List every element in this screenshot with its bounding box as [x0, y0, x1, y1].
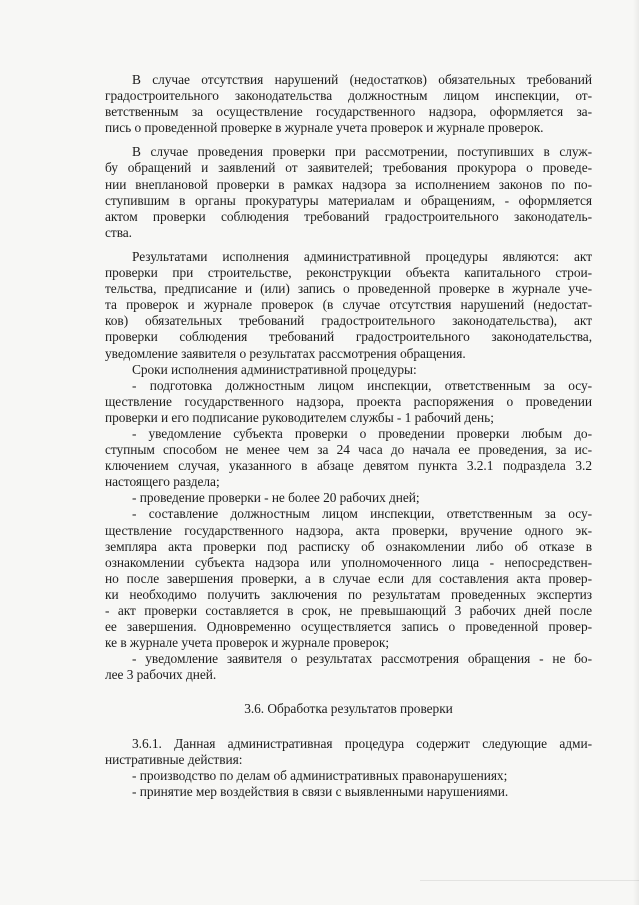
text-line: ществление государственного надзора, акта проверки, вручение одного эк- [105, 522, 592, 538]
text-line: В случае проведения проверки при рассмотрении, поступивших в служ- [132, 144, 592, 160]
text-line: ступным способом не менее чем за 24 часа до начала ее проведения, за ис- [105, 442, 592, 458]
text-line: земпляра акта проверки под расписку об ознакомлении либо об отказе в [105, 538, 592, 554]
text-line: ществление государственного надзора, проекта распоряжения о проведении [105, 393, 592, 409]
paragraph-complaint-inspection [105, 144, 592, 241]
text-line: настоящего раздела; [105, 474, 220, 490]
text-line: градостроительного законодательства должностным лицом инспекции, от- [105, 88, 592, 104]
list-item-line: - составление должностным лицом инспекции, ответственным за осу- [132, 506, 592, 522]
paragraph-deadlines [105, 362, 592, 684]
text-line: проверки и его подписание руководителем службы - 1 рабочий день; [105, 409, 494, 425]
text-line: - акт проверки составляется в срок, не превышающий 3 рабочих дней после [105, 603, 592, 618]
list-item-line: - производство по делам об административных правонарушениях; [132, 767, 508, 783]
list-item-line: - уведомление субъекта проверки о проведении проверки любым до- [132, 425, 592, 441]
scan-artifact-line [420, 880, 639, 881]
text-line: та проверок и журнале проверок (в случае отсутствия нарушений (недостат- [105, 297, 592, 313]
text-line: проверки при строительстве, реконструкции объекта капитального строи- [105, 265, 592, 281]
text-line: проверки соблюдения требований градостроительного законодательства, [105, 329, 592, 345]
text-line: пись о проведенной проверке в журнале учета проверок и журнале проверок. [105, 120, 544, 136]
text-line: но после завершения проверки, а в случае если для составления акта провер- [105, 570, 592, 586]
scan-edge-shadow [633, 0, 639, 905]
text-line: ее завершения. Одновременно осуществляется запись о проведенной провер- [105, 619, 592, 635]
text-line: актом проверки соблюдения требований градостроительного законодатель- [105, 208, 592, 224]
list-item-line: - принятие мер воздействия в связи с выявленными нарушениями. [132, 783, 509, 799]
text-line: Результатами исполнения административной процедуры являются: акт [132, 248, 592, 264]
list-item-line: - уведомление заявителя о результатах рассмотрения обращения - не бо- [132, 651, 592, 667]
text-line: нистративные действия: [105, 751, 243, 767]
text-line: ства. [105, 224, 132, 240]
document-body [105, 72, 592, 800]
list-item-line: - проведение проверки - не более 20 рабочих дней; [132, 490, 420, 506]
list-item-line: - подготовка должностным лицом инспекции, ответственным за осу- [132, 377, 592, 393]
text-line: тельства, предписание и (или) запись о проведенной проверке в журнале уче- [105, 281, 592, 297]
text-line: уведомление заявителя о результатах рассмотрения обращения. [105, 345, 466, 361]
text-line: бу обращений и заявлений от заявителей; требования прокурора о проведе- [105, 160, 592, 176]
text-line: Сроки исполнения административной процедуры: [132, 361, 417, 377]
text-line: нии внеплановой проверки в рамках надзора за исполнением законов по по- [105, 176, 592, 192]
text-line: ознакомлении субъекта надзора или уполномоченного лица - непосредствен- [105, 554, 592, 570]
text-line: ков) обязательных требований градостроительного законодательства), акт [105, 313, 592, 329]
text-line: В случае отсутствия нарушений (недостатков) обязательных требований [132, 72, 592, 87]
text-line: ки необходимо получить заключения по результатам проведенных экспертиз [105, 586, 592, 602]
text-line: ке в журнале учета проверок и журнале проверок; [105, 635, 390, 651]
text-line: ветственным за осуществление государственного надзора, оформляется за- [105, 104, 592, 120]
section-heading: 3.6. Обработка результатов проверки [244, 701, 453, 717]
text-line: лее 3 рабочих дней. [105, 667, 217, 683]
paragraph-procedure-results [105, 249, 592, 362]
text-line: 3.6.1. Данная административная процедура содержит следующие адми- [132, 735, 592, 751]
paragraph-no-violations [105, 72, 592, 136]
text-line: ключением случая, указанного в абзаце девятом пункта 3.2.1 подраздела 3.2 [105, 458, 592, 474]
paragraph-section-3-6-1 [105, 736, 592, 800]
text-line: ступившим в органы прокуратуры материалам и обращениям, - оформляется [105, 192, 592, 208]
